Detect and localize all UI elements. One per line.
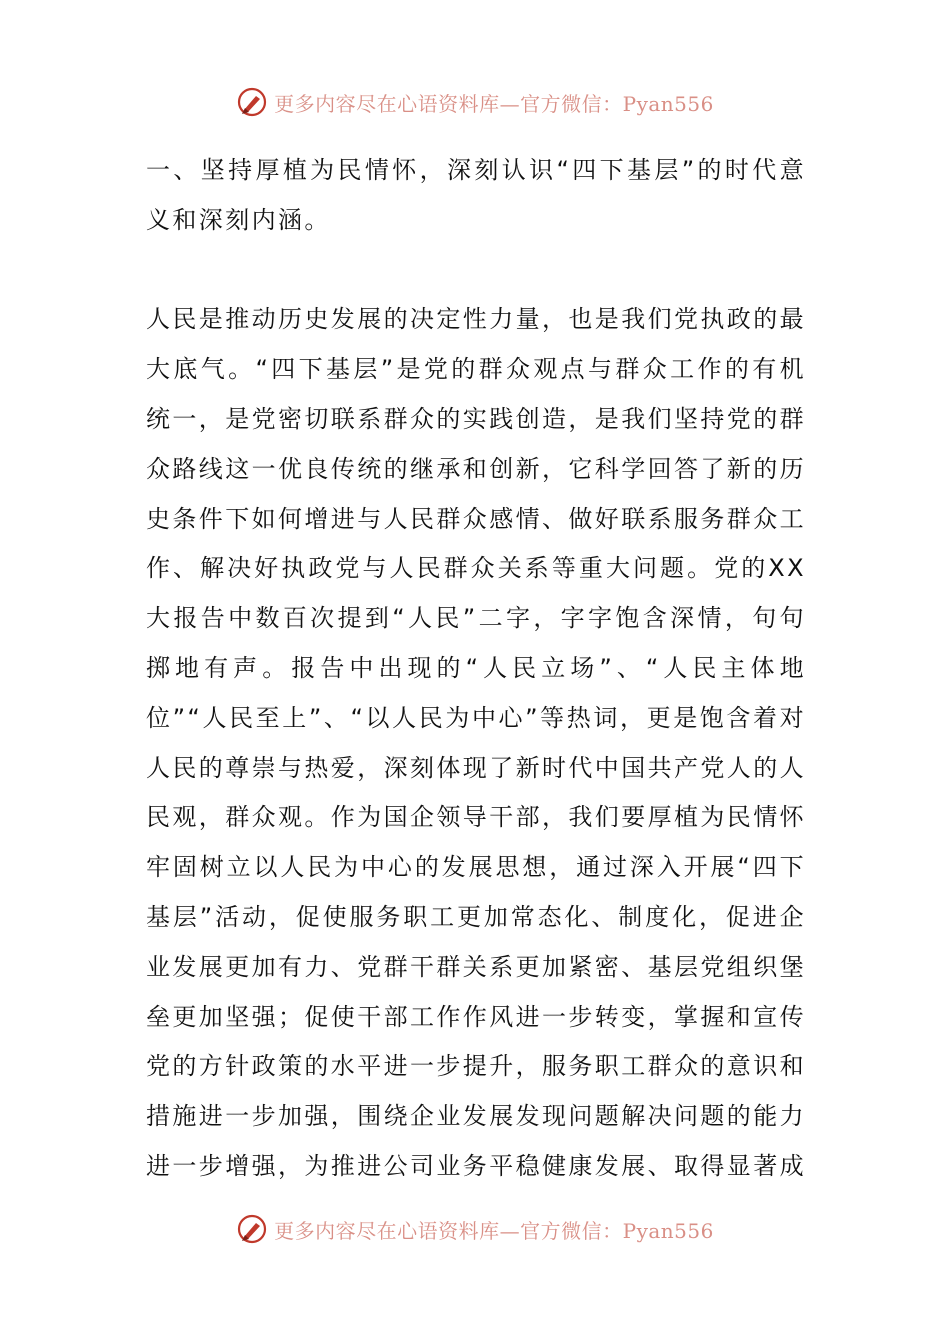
- body-paragraph: 人民是推动历史发展的决定性力量，也是我们党执政的最大底气。“四下基层”是党的群众观点与群众工作的有机统一，是党密切联系群众的实践创造，是我们坚持党的群众路线这一优良传统的继承和创新，它科学回答了新的历史条件下如何增进与人民群众感情、做好联系服务群众工作、解决好执政党与人民群众关系等重大问题。党的XX大报告中数百次提到“人民”二字，字字饱含深情，句句掷地有声。报告中出现的“人民立场”、“人民主体地位”“人民至上”、“以人民为中心”等热词，更是饱含着对人民的尊崇与热爱，深刻体现了新时代中国共产党人的人民观，群众观。作为国企领导干部，我们要厚植为民情怀牢固树立以人民为中心的发展思想，通过深入开展“四下基层”活动，促使服务职工更加常态化、制度化，促进企业发展更加有力、党群干群关系更加紧密、基层党组织堡垒更加坚强；促使干部工作作风进一步转变，掌握和宣传党的方针政策的水平进一步提升，服务职工群众的意识和措施进一步加强，围绕企业发展发现问题解决问题的能力进一步增强，为推进公司业务平稳健康发展、取得显著成: [146, 305, 806, 1180]
- footer-banner-text: 更多内容尽在心语资料库—官方微信：Pyan556: [274, 1218, 714, 1243]
- header-banner-text: 更多内容尽在心语资料库—官方微信：Pyan556: [274, 91, 714, 116]
- footer-banner: [0, 1209, 950, 1249]
- pen-circle-logo-icon: [236, 1213, 268, 1245]
- pen-circle-logo-icon: [236, 86, 268, 118]
- header-banner: [0, 82, 950, 122]
- document-body: [146, 146, 806, 1192]
- section-heading: 一、坚持厚植为民情怀，深刻认识“四下基层”的时代意义和深刻内涵。: [146, 156, 806, 234]
